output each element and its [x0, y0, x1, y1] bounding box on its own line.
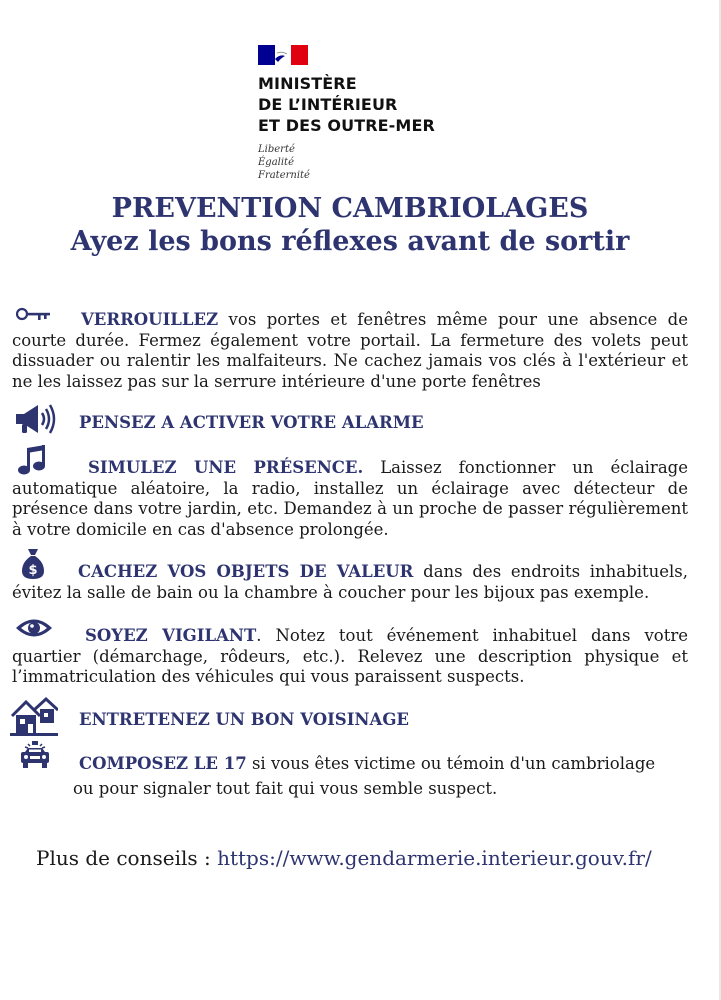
presence-paragraph: [12, 458, 688, 540]
lock-keyword: VERROUILLEZ: [81, 310, 219, 329]
call-keyword: COMPOSEZ LE 17: [79, 754, 247, 773]
motto-line: Fraternité: [258, 170, 310, 181]
vigilant-keyword: SOYEZ VIGILANT: [85, 626, 257, 645]
footer-label: Plus de conseils :: [36, 846, 218, 870]
ministry-name: [258, 73, 458, 136]
ministry-line: MINISTÈRE: [258, 74, 357, 93]
marianne-flag: [258, 45, 308, 65]
lock-text: vos portes et fenêtres même pour une absence de courte durée. Fermez également votre portail. La fermeture des volets peut dissuader ou ralentir les malfaiteurs. Ne cachez jamais vos clés à l'extérieur et ne les laissez pas sur la serrure intérieure d'une porte fenêtres: [12, 310, 688, 391]
svg-text:$: $: [28, 563, 38, 578]
presence-text: Laissez fonctionner un éclairage automatique aléatoire, la radio, installez un éclairage avec détecteur de présence dans votre jardin, etc. Demandez à un proche de passer régulièrement à votre domicile en cas d'absence prolongée.: [12, 458, 688, 539]
presence-keyword: SIMULEZ UNE PRÉSENCE.: [88, 458, 364, 477]
call-text-1: si vous êtes victime ou témoin d'un cambriolage: [246, 754, 656, 773]
call-line-1: [79, 754, 655, 773]
page-title: PREVENTION CAMBRIOLAGES: [111, 193, 589, 224]
ministry-line: DE L’INTÉRIEUR: [258, 95, 398, 114]
vigilant-paragraph: [12, 626, 688, 688]
alarm-line: [79, 413, 424, 432]
police-car-icon: [19, 740, 51, 772]
neighbourhood-icon: [10, 696, 58, 736]
gendarmerie-link[interactable]: https://www.gendarmerie.interieur.gouv.fr/: [217, 846, 652, 870]
vigilant-text: . Notez tout événement inhabituel dans votre quartier (démarchage, rôdeurs, etc.). Relevez une description physique et l’immatriculation des véhicules qui vous paraissent suspects.: [12, 626, 688, 686]
valuables-paragraph: [12, 562, 688, 603]
lock-paragraph: [12, 310, 688, 392]
alarm-keyword: PENSEZ A ACTIVER VOTRE ALARME: [79, 413, 424, 432]
footer: [36, 846, 652, 870]
ministry-logo: [258, 45, 458, 182]
valuables-text: dans des endroits inhabituels, évitez la salle de bain ou la chambre à coucher pour les bijoux pas exemple.: [12, 562, 688, 602]
ministry-line: ET DES OUTRE-MER: [258, 116, 435, 135]
motto: [258, 143, 458, 182]
neighbours-line: [79, 710, 409, 729]
neighbours-keyword: ENTRETENEZ UN BON VOISINAGE: [79, 710, 409, 729]
megaphone-icon: [12, 402, 58, 436]
call-line-2: ou pour signaler tout fait qui vous semble suspect.: [73, 779, 498, 798]
motto-line: Égalité: [258, 157, 294, 168]
valuables-keyword: CACHEZ VOS OBJETS DE VALEUR: [78, 562, 414, 581]
motto-line: Liberté: [258, 144, 295, 155]
page-subtitle: Ayez les bons réflexes avant de sortir: [70, 226, 630, 257]
